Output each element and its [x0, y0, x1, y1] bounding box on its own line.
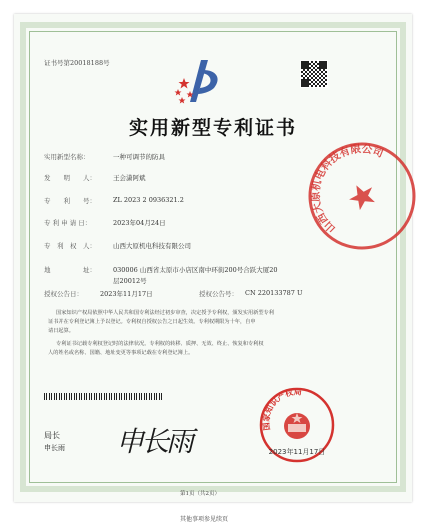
field-value-address: 030006 山西省太原市小店区南中环街200号合跃大厦20	[113, 266, 278, 274]
national-seal-date: 2023年11月17日	[268, 448, 326, 456]
company-seal-text: 山西大原机电科技有限公司	[309, 143, 386, 235]
director-label: 局长	[44, 431, 60, 440]
field-label-holder: 专 利 权 人：	[44, 242, 96, 250]
continuation-note: 其他事项参见续页	[180, 516, 229, 523]
certificate-title: 实用新型专利证书	[128, 117, 297, 139]
field-label-address: 地 址：	[44, 266, 96, 274]
grant-line: 证书并在专利登记簿上予以登记。专利权自授权公告之日起生效。专利权期限为十年，自申	[48, 319, 256, 325]
field-value-patent-no: ZL 2023 2 0936321.2	[113, 196, 184, 204]
grant-line: 请日起算。	[48, 328, 74, 334]
director-signature: 申长雨	[116, 425, 192, 458]
qr-code	[300, 60, 328, 88]
field-label-inventor: 发 明 人：	[44, 174, 96, 182]
field-label-name: 实用新型名称：	[44, 153, 90, 161]
field-value-address-line2: 层20012号	[113, 277, 147, 285]
announce-no-value: CN 220133787 U	[245, 289, 303, 297]
national-seal-text: 国家知识产权局	[261, 387, 302, 431]
field-value-apply-date: 2023年04月24日	[113, 219, 166, 227]
director-name: 申长雨	[44, 444, 65, 452]
barcode	[44, 393, 164, 400]
legal-line: 专利证书记载专利权登记时的法律状况。专利权的转移、质押、无效、终止、恢复和专利权	[56, 341, 264, 347]
announce-date-label: 授权公告日：	[44, 290, 83, 298]
field-value-holder: 山西大原机电科技有限公司	[113, 242, 191, 250]
announce-date-value: 2023年11月17日	[100, 290, 153, 298]
field-label-apply-date: 专 利 申 请 日：	[44, 219, 92, 227]
company-seal-icon	[306, 140, 418, 252]
grant-statement	[48, 309, 274, 336]
field-value-inventor: 王会潇阿斌	[113, 174, 146, 182]
cnipa-emblem-icon	[170, 58, 230, 104]
legal-line: 人的姓名或名称、国籍、地址变更等事项记载在专利登记簿上。	[48, 350, 194, 356]
field-label-patent-no: 专 利 号：	[44, 197, 96, 205]
national-seal-icon	[258, 386, 336, 464]
legal-status-statement	[48, 340, 264, 358]
field-value-name: 一种可调节的防具	[113, 153, 165, 161]
certificate-number: 证书号第20018188号	[44, 59, 110, 67]
grant-line: 国家知识产权局依照中华人民共和国专利法经过初步审查，决定授予专利权，颁发实用新型专利	[56, 310, 274, 316]
announce-no-label: 授权公告号：	[199, 290, 238, 298]
page-info: 第1页（共2页）	[180, 491, 220, 497]
